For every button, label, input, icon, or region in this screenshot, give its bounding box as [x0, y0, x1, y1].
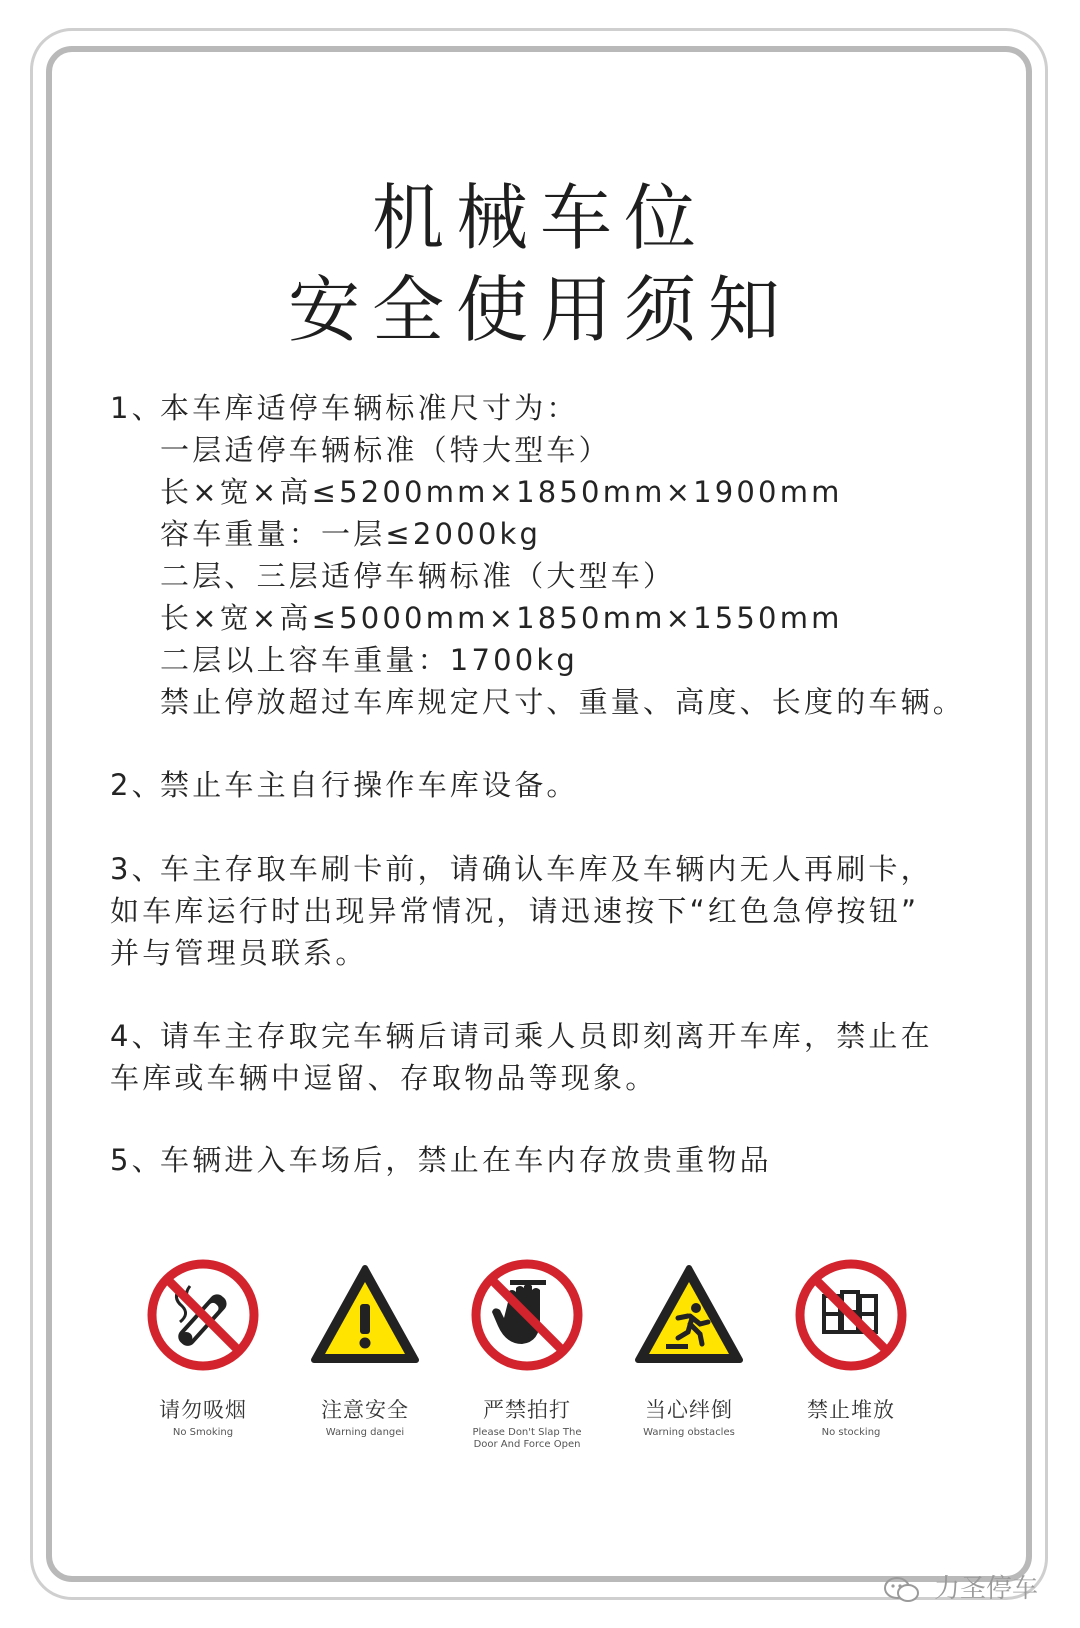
rule-1-number: 1、: [110, 391, 164, 425]
rule-1-line: 长×宽×高≤5200mm×1850mm×1900mm: [160, 475, 843, 509]
rule-1-line: 二层、三层适停车辆标准（大型车）: [160, 559, 676, 593]
sign-no-smoking: [118, 1258, 288, 1439]
rule-2-number: 2、: [110, 768, 164, 802]
page-title-line-2: 安全使用须知: [287, 268, 792, 352]
sign-warning-trip-label: 当心绊倒: [645, 1398, 733, 1422]
rule-5-number: 5、: [110, 1143, 164, 1177]
rule-4-line: 车库或车辆中逗留、存取物品等现象。: [110, 1061, 658, 1095]
sign-warning-danger-label: 注意安全: [321, 1398, 409, 1422]
sign-no-slapping-caption: Please Don't Slap The Door And Force Open: [472, 1427, 582, 1450]
rule-3-line: 并与管理员联系。: [110, 936, 368, 970]
sign-no-slapping: [442, 1258, 612, 1451]
sign-no-smoking-label: 请勿吸烟: [159, 1398, 247, 1422]
rule-2-text: 禁止车主自行操作车库设备。: [160, 768, 579, 802]
sign-no-slapping-label: 严禁拍打: [483, 1398, 571, 1422]
rule-1-intro: 本车库适停车辆标准尺寸为：: [160, 391, 579, 425]
watermark-text: 力圣停车: [933, 1574, 1038, 1604]
wechat-icon: [884, 1576, 920, 1604]
sign-no-stocking-caption: No stocking: [821, 1427, 881, 1438]
rule-3-number: 3、: [110, 852, 164, 886]
sign-no-stocking-label: 禁止堆放: [807, 1398, 895, 1422]
safety-signs-row: [0, 1300, 1080, 1500]
no-smoking-icon: [146, 1258, 260, 1372]
rule-1-line: 二层以上容车重量：1700kg: [160, 643, 579, 677]
rule-5-text: 车辆进入车场后，禁止在车内存放贵重物品: [160, 1143, 772, 1177]
sign-warning-trip: [604, 1258, 774, 1439]
rule-1-line: 禁止停放超过车库规定尺寸、重量、高度、长度的车辆。: [160, 685, 966, 719]
rule-4-line: 请车主存取完车辆后请司乘人员即刻离开车库，禁止在: [160, 1019, 933, 1053]
sign-warning-trip-caption: Warning obstacles: [643, 1427, 735, 1438]
rule-4-number: 4、: [110, 1019, 164, 1053]
warning-trip-icon: [632, 1258, 746, 1372]
page-title-line-1: 机械车位: [371, 176, 708, 260]
sign-warning-danger-caption: Warning dangei: [325, 1427, 405, 1438]
rule-3-line: 如车库运行时出现异常情况，请迅速按下“红色急停按钮”: [110, 894, 920, 928]
sign-warning-danger: [280, 1258, 450, 1439]
warning-danger-icon: [308, 1258, 422, 1372]
no-stocking-icon: [794, 1258, 908, 1372]
rule-1-line: 一层适停车辆标准（特大型车）: [160, 433, 611, 467]
rule-1-line: 长×宽×高≤5000mm×1850mm×1550mm: [160, 601, 843, 635]
rule-1-line: 容车重量：一层≤2000kg: [160, 517, 542, 551]
rule-3-line: 车主存取车刷卡前，请确认车库及车辆内无人再刷卡，: [160, 852, 933, 886]
sign-no-stocking: [766, 1258, 936, 1439]
watermark: [884, 1568, 1038, 1605]
no-slapping-icon: [470, 1258, 584, 1372]
sign-no-smoking-caption: No Smoking: [172, 1427, 234, 1438]
